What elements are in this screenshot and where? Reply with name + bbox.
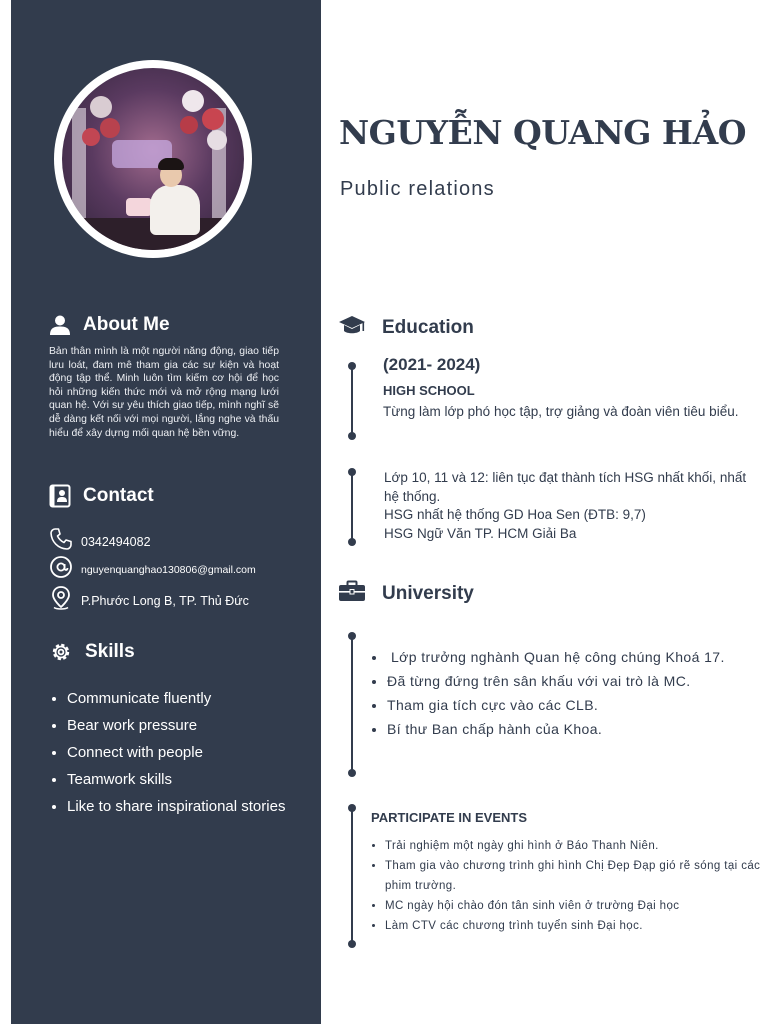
education-school: HIGH SCHOOL <box>383 383 475 398</box>
contact-title: Contact <box>83 485 154 506</box>
timeline-dot <box>348 538 356 546</box>
contact-address-row <box>49 585 249 616</box>
list-item: HSG Ngữ Văn TP. HCM Giải Ba <box>384 525 577 541</box>
education-heading <box>338 314 474 341</box>
location-pin-icon <box>49 585 73 616</box>
list-item: • Tham gia vào chương trình ghi hình Chị Đẹp Đạp gió rẽ sóng tại các phim trường. <box>385 856 765 896</box>
profile-photo <box>62 68 244 250</box>
timeline-dot <box>348 362 356 370</box>
contact-book-icon <box>49 484 71 508</box>
university-heading <box>338 580 474 607</box>
photo-balloon <box>182 90 204 112</box>
contact-phone-row <box>49 527 151 556</box>
timeline-dot <box>348 804 356 812</box>
list-item: • Bí thư Ban chấp hành của Khoa. <box>387 717 762 741</box>
university-title: University <box>382 582 474 604</box>
timeline-dot <box>348 769 356 777</box>
photo-person-hair <box>158 158 184 170</box>
list-item: • Like to share inspirational stories <box>67 793 317 820</box>
briefcase-icon <box>338 580 366 607</box>
timeline-line <box>351 366 353 436</box>
list-item: HSG nhất hệ thống GD Hoa Sen (ĐTB: 9,7) <box>384 507 646 522</box>
skills-title: Skills <box>85 641 135 662</box>
education-year: (2021- 2024) <box>383 355 481 374</box>
about-text: Bản thân mình là một người năng động, giao tiếp lưu loát, đam mê tham gia các sự kiện và hoạt động tập thể. Minh luôn tìm kiếm cơ hội để học hỏi những kiến thức mới và mở rộng mạng lưới quan hệ. Với sự yêu thích giao tiếp, mình nghĩ sẽ dễ dàng kết nối với mọi người, lắng nghe và thấu hiểu để xây dựng mối quan hệ bền vững. <box>49 346 279 439</box>
phone-icon <box>49 527 73 556</box>
list-item: • Trải nghiệm một ngày ghi hình ở Báo Thanh Niên. <box>385 836 765 856</box>
education-achievements <box>384 469 754 543</box>
contact-address: P.Phước Long B, TP. Thủ Đức <box>81 593 249 608</box>
photo-balloon <box>90 96 112 118</box>
timeline-dot <box>348 940 356 948</box>
contact-heading <box>49 484 154 508</box>
graduation-cap-icon <box>338 314 366 341</box>
list-item: • Communicate fluently <box>67 685 317 712</box>
timeline-dot <box>348 432 356 440</box>
list-item: • Bear work pressure <box>67 712 317 739</box>
photo-curtain <box>72 108 86 228</box>
contact-email[interactable]: nguyenquanghao130806@gmail.com <box>81 563 256 576</box>
list-item: • Tham gia tích cực vào các CLB. <box>387 693 762 717</box>
profile-photo-frame <box>54 60 252 258</box>
list-item: • MC ngày hội chào đón tân sinh viên ở trường Đại học <box>385 896 765 916</box>
photo-cake <box>126 198 152 216</box>
events-title: PARTICIPATE IN EVENTS <box>371 810 528 825</box>
list-item: • Teamwork skills <box>67 766 317 793</box>
photo-balloon <box>100 118 120 138</box>
photo-balloon <box>202 108 224 130</box>
photo-balloon <box>180 116 198 134</box>
timeline-line <box>351 472 353 542</box>
list-item: • Đã từng đứng trên sân khấu với vai trò là MC. <box>387 669 762 693</box>
timeline-dot <box>348 468 356 476</box>
photo-person <box>150 185 200 235</box>
job-role: Public relations <box>340 178 495 200</box>
timeline-line <box>351 636 353 773</box>
photo-balloon <box>82 128 100 146</box>
skills-heading <box>49 640 135 664</box>
sidebar <box>11 0 321 1024</box>
events-list <box>368 836 765 936</box>
list-item: • Lớp trưởng nghành Quan hệ công chúng Khoá 17. <box>387 645 762 669</box>
list-item: • Connect with people <box>67 739 317 766</box>
skills-list <box>49 685 317 820</box>
education-title: Education <box>382 316 474 338</box>
about-heading <box>49 314 170 336</box>
education-description: Từng làm lớp phó học tập, trợ giảng và đoàn viên tiêu biểu. <box>383 404 739 419</box>
contact-email-row <box>49 555 256 584</box>
at-sign-icon <box>49 555 73 584</box>
university-list <box>369 645 762 741</box>
list-item: Lớp 10, 11 và 12: liên tục đạt thành tích HSG nhất khối, nhất hệ thống. <box>384 470 747 504</box>
list-item: • Làm CTV các chương trình tuyển sinh Đại học. <box>385 916 765 936</box>
page-title: NGUYỄN QUANG HẢO <box>339 113 746 152</box>
gear-icon <box>49 640 73 664</box>
about-title: About Me <box>83 314 170 335</box>
timeline-dot <box>348 632 356 640</box>
timeline-line <box>351 808 353 944</box>
user-icon <box>49 314 71 336</box>
photo-balloon <box>207 130 227 150</box>
contact-phone[interactable]: 0342494082 <box>81 534 151 549</box>
